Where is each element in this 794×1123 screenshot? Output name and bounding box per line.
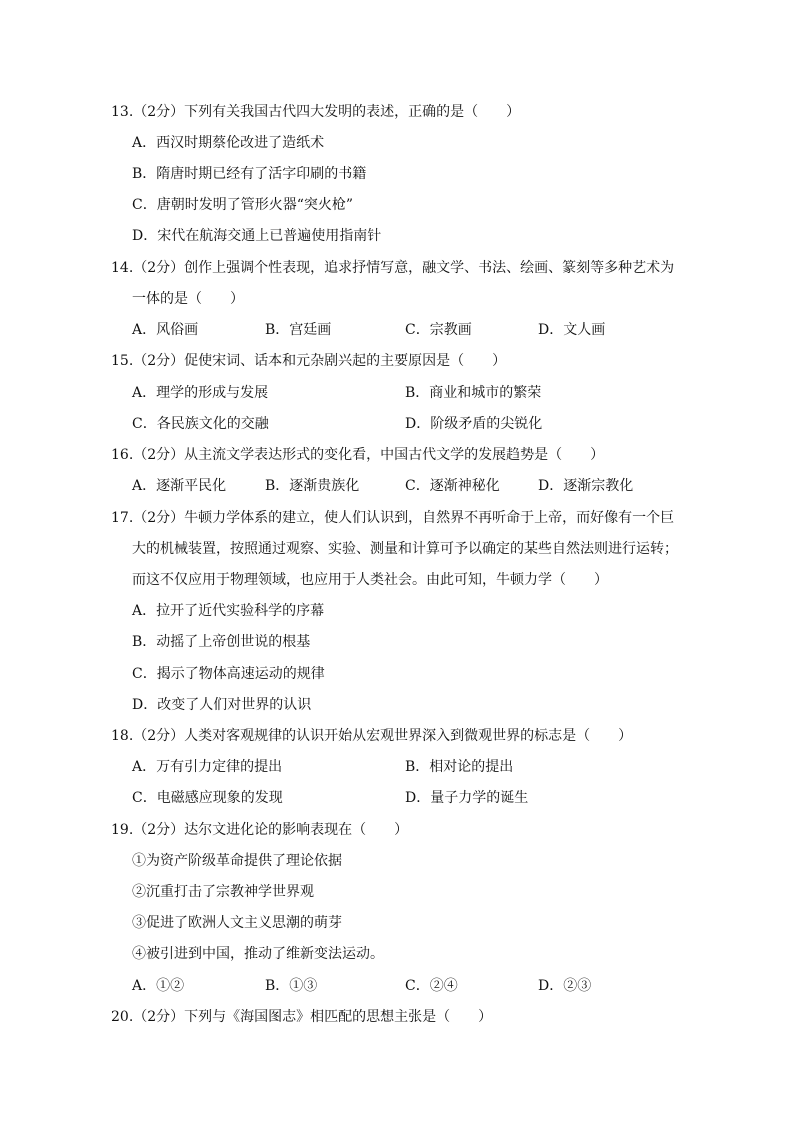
q15-option-d: D．阶级矛盾的尖锐化 — [405, 416, 543, 432]
q14-option-a: A．风俗画 — [132, 322, 199, 338]
q18-option-b: B．相对论的提出 — [405, 759, 514, 775]
q18-stem: 18.（2分）人类对客观规律的认识开始从宏观世界深入到微观世界的标志是（ ） — [111, 728, 633, 744]
q15-option-b: B．商业和城市的繁荣 — [405, 385, 542, 401]
q14-option-d: D．文人画 — [538, 322, 606, 338]
q16-option-b: B．逐渐贵族化 — [265, 478, 360, 494]
q17-stem-line-3: 而这不仅应用于物理领域，也应用于人类社会。由此可知，牛顿力学（ ） — [132, 572, 608, 588]
q14-option-b: B．宫廷画 — [265, 322, 332, 338]
q14-stem-line-2: 一体的是（ ） — [132, 291, 244, 307]
q19-item-1: ①为资产阶级革命提供了理论依据 — [132, 853, 342, 869]
q19-option-d: D．②③ — [538, 978, 592, 994]
q16-option-c: C．逐渐神秘化 — [405, 478, 500, 494]
q17-option-b: B．动摇了上帝创世说的根基 — [132, 634, 311, 650]
q15-stem: 15.（2分）促使宋词、话本和元杂剧兴起的主要原因是（ ） — [111, 353, 507, 369]
q15-option-c: C．各民族文化的交融 — [132, 416, 269, 432]
q16-option-d: D．逐渐宗教化 — [538, 478, 634, 494]
q19-item-2: ②沉重打击了宗教神学世界观 — [132, 884, 314, 900]
q13-option-d: D．宋代在航海交通上已普遍使用指南针 — [132, 228, 382, 244]
q17-option-a: A．拉开了近代实验科学的序幕 — [132, 603, 325, 619]
q20-stem: 20.（2分）下列与《海国图志》相匹配的思想主张是（ ） — [111, 1009, 493, 1025]
q19-item-3: ③促进了欧洲人文主义思潮的萌芽 — [132, 915, 342, 931]
q19-item-4: ④被引进到中国，推动了维新变法运动。 — [132, 946, 384, 962]
q14-stem-line-1: 14.（2分）创作上强调个性表现，追求抒情写意，融文学、书法、绘画、篆刻等多种艺术为 — [111, 260, 675, 276]
q13-option-c: C．唐朝时发明了管形火器“突火枪” — [132, 197, 354, 213]
q18-option-a: A．万有引力定律的提出 — [132, 759, 283, 775]
q13-option-b: B．隋唐时期已经有了活字印刷的书籍 — [132, 166, 367, 182]
q19-option-a: A．①② — [132, 978, 185, 994]
q17-option-d: D．改变了人们对世界的认识 — [132, 697, 312, 713]
q17-option-c: C．揭示了物体高速运动的规律 — [132, 666, 325, 682]
q16-stem: 16.（2分）从主流文学表达形式的变化看，中国古代文学的发展趋势是（ ） — [111, 447, 605, 463]
q13-stem: 13.（2分）下列有关我国古代四大发明的表述，正确的是（ ） — [111, 104, 521, 120]
q17-stem-line-2: 大的机械装置，按照通过观察、实验、测量和计算可予以确定的某些自然法则进行运转； — [132, 541, 678, 557]
q16-option-a: A．逐渐平民化 — [132, 478, 227, 494]
q15-option-a: A．理学的形成与发展 — [132, 385, 269, 401]
q19-stem: 19.（2分）达尔文进化论的影响表现在（ ） — [111, 822, 409, 838]
q18-option-c: C．电磁感应现象的发现 — [132, 790, 283, 806]
q13-option-a: A．西汉时期蔡伦改进了造纸术 — [132, 135, 325, 151]
q17-stem-line-1: 17.（2分）牛顿力学体系的建立，使人们认识到，自然界不再听命于上帝，而好像有一个巨 — [111, 510, 675, 526]
q18-option-d: D．量子力学的诞生 — [405, 790, 529, 806]
q19-option-b: B．①③ — [265, 978, 318, 994]
q19-option-c: C．②④ — [405, 978, 458, 994]
q14-option-c: C．宗教画 — [405, 322, 472, 338]
